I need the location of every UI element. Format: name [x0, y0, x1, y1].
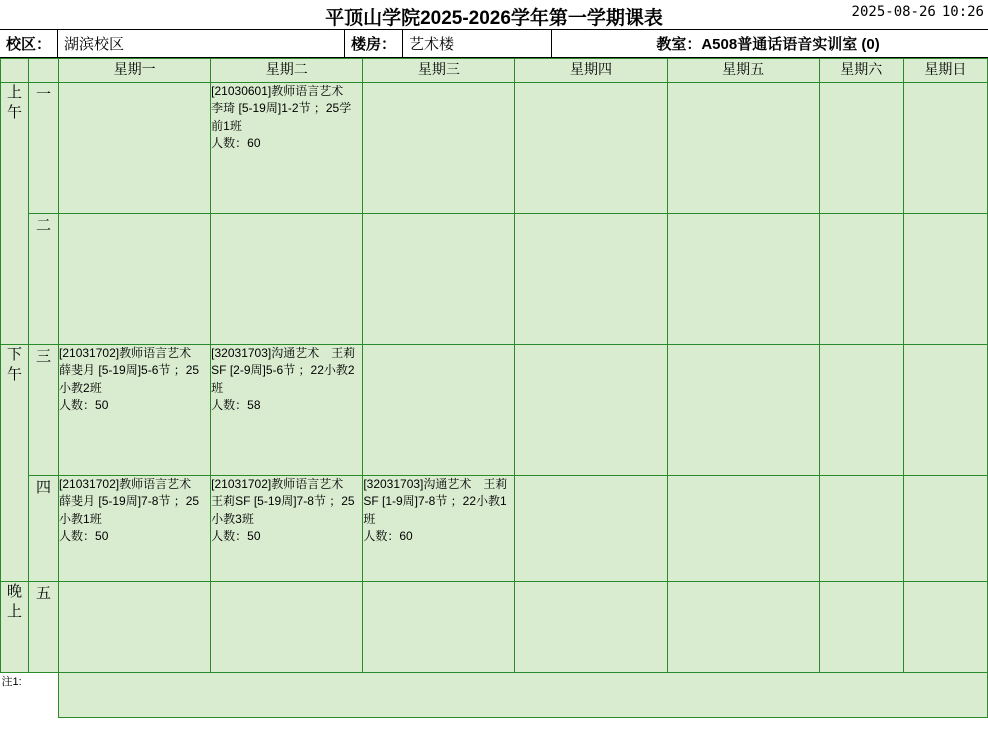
corner-cell	[1, 59, 29, 83]
slot-tue-2[interactable]	[211, 214, 363, 345]
slot-tue-3[interactable]: [32031703]沟通艺术 王莉SF [2-9周]5-6节 ；22小教2班 人数：58	[211, 345, 363, 476]
table-row	[1, 345, 988, 476]
note-row	[1, 673, 988, 718]
table-row	[1, 476, 988, 582]
slot-sun-4[interactable]	[903, 476, 987, 582]
slot-fri-4[interactable]	[667, 476, 819, 582]
note-body[interactable]	[59, 673, 988, 718]
table-row	[1, 214, 988, 345]
section-evening-char1: 晚	[7, 583, 23, 600]
slot-thu-1[interactable]	[515, 83, 667, 214]
page-title: 平顶山学院2025-2026学年第一学期课表	[325, 8, 663, 29]
building-label: 楼房：	[351, 36, 397, 53]
column-header-tue: 星期二	[211, 59, 363, 83]
slot-sat-2[interactable]	[819, 214, 903, 345]
slot-sun-2[interactable]	[903, 214, 987, 345]
slot-mon-3[interactable]: [21031702]教师语言艺术 薛斐月 [5-19周]5-6节 ；25小教2班 人数：50	[59, 345, 211, 476]
corner-cell-2	[29, 59, 59, 83]
table-row	[1, 582, 988, 673]
period-label-2: 二	[29, 214, 59, 345]
room-value: A508普通话语音实训室 (0)	[701, 36, 880, 53]
slot-wed-4[interactable]: [32031703]沟通艺术 王莉SF [1-9周]7-8节 ；22小教1班 人数：60	[363, 476, 515, 582]
slot-sat-1[interactable]	[819, 83, 903, 214]
column-header-sat: 星期六	[819, 59, 903, 83]
slot-thu-3[interactable]	[515, 345, 667, 476]
slot-sat-5[interactable]	[819, 582, 903, 673]
slot-fri-1[interactable]	[667, 83, 819, 214]
slot-thu-4[interactable]	[515, 476, 667, 582]
slot-tue-5[interactable]	[211, 582, 363, 673]
section-label-afternoon	[1, 345, 29, 582]
slot-sun-3[interactable]	[903, 345, 987, 476]
note-label: 注1:	[1, 673, 59, 718]
period-label-3: 三	[29, 345, 59, 476]
slot-thu-5[interactable]	[515, 582, 667, 673]
slot-mon-4[interactable]: [21031702]教师语言艺术 薛斐月 [5-19周]7-8节 ；25小教1班 人数：50	[59, 476, 211, 582]
section-afternoon-char2: 午	[7, 366, 23, 384]
slot-sat-3[interactable]	[819, 345, 903, 476]
slot-sun-1[interactable]	[903, 83, 987, 214]
slot-thu-2[interactable]	[515, 214, 667, 345]
period-label-4: 四	[29, 476, 59, 582]
section-evening-char2: 上	[7, 603, 23, 621]
table-row	[1, 83, 988, 214]
slot-wed-3[interactable]	[363, 345, 515, 476]
slot-tue-1[interactable]: [21030601]教师语言艺术 李琦 [5-19周]1-2节 ；25学前1班 人数：60	[211, 83, 363, 214]
campus-label: 校区：	[6, 36, 52, 53]
slot-wed-1[interactable]	[363, 83, 515, 214]
section-afternoon-char1: 下	[7, 346, 23, 363]
slot-mon-1[interactable]	[59, 83, 211, 214]
section-label-evening	[1, 582, 29, 673]
slot-fri-3[interactable]	[667, 345, 819, 476]
column-header-sun: 星期日	[903, 59, 987, 83]
table-header-row	[1, 59, 988, 83]
column-header-fri: 星期五	[667, 59, 819, 83]
section-morning-char1: 上	[7, 84, 23, 101]
current-time: 10:26	[941, 4, 984, 20]
slot-sat-4[interactable]	[819, 476, 903, 582]
slot-fri-5[interactable]	[667, 582, 819, 673]
schedule-table	[0, 58, 988, 718]
slot-wed-2[interactable]	[363, 214, 515, 345]
campus-value[interactable]: 湖滨校区	[57, 30, 345, 57]
slot-sun-5[interactable]	[903, 582, 987, 673]
title-bar	[0, 0, 988, 30]
column-header-wed: 星期三	[363, 59, 515, 83]
section-morning-char2: 午	[7, 104, 23, 122]
info-bar	[0, 30, 988, 58]
slot-tue-4[interactable]: [21031702]教师语言艺术 王莉SF [5-19周]7-8节 ；25小教3班 人数：50	[211, 476, 363, 582]
period-label-5: 五	[29, 582, 59, 673]
slot-fri-2[interactable]	[667, 214, 819, 345]
slot-mon-2[interactable]	[59, 214, 211, 345]
slot-mon-5[interactable]	[59, 582, 211, 673]
section-label-morning	[1, 83, 29, 345]
column-header-mon: 星期一	[59, 59, 211, 83]
room-label: 教室：	[656, 36, 702, 53]
period-label-1: 一	[29, 83, 59, 214]
current-date: 2025-08-26	[851, 4, 936, 20]
column-header-thu: 星期四	[515, 59, 667, 83]
room-info	[552, 30, 988, 57]
slot-wed-5[interactable]	[363, 582, 515, 673]
datetime-display	[852, 4, 984, 20]
building-value[interactable]: 艺术楼	[402, 30, 552, 57]
